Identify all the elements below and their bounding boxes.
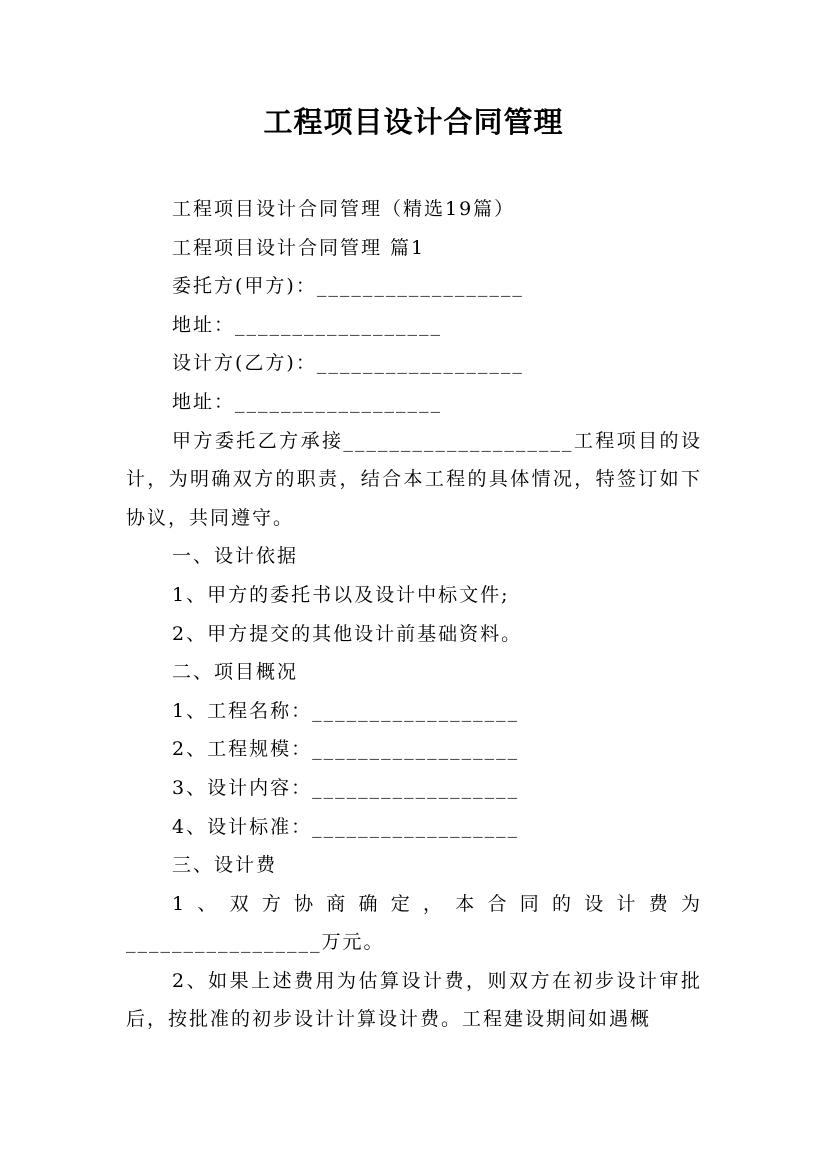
intro-paragraph: 甲方委托乙方承接____________________工程项目的设计，为明确双方的职责，结合本工程的具体情况，特签订如下协议，共同遵守。	[126, 429, 702, 529]
section-heading: 工程项目设计合同管理 篇1	[172, 236, 426, 259]
fee-adjust-paragraph: 2、如果上述费用为估算设计费，则双方在初步设计审批后，按批准的初步设计计算设计费。工程建设期间如遇概	[126, 969, 702, 1031]
clause-heading-fee: 三、设计费	[172, 854, 278, 877]
document-title: 工程项目设计合同管理	[263, 105, 564, 139]
document-body	[126, 190, 702, 1039]
client-field: 委托方(甲方)：__________________	[172, 275, 524, 298]
design-content-field: 3、设计内容：__________________	[172, 776, 520, 799]
fee-paragraph: 1、双方协商确定，本合同的设计费为_________________万元。	[126, 892, 702, 954]
clause-item: 1、甲方的委托书以及设计中标文件;	[172, 583, 510, 606]
clause-item: 2、甲方提交的其他设计前基础资料。	[172, 622, 523, 645]
designer-address-field: 地址：__________________	[172, 390, 443, 413]
client-address-field: 地址：__________________	[172, 313, 443, 336]
project-scale-field: 2、工程规模：__________________	[172, 738, 520, 761]
design-standard-field: 4、设计标准：__________________	[172, 815, 520, 838]
clause-heading-overview: 二、项目概况	[172, 661, 299, 684]
subtitle-line: 工程项目设计合同管理（精选19篇）	[172, 198, 516, 220]
project-name-field: 1、工程名称：__________________	[172, 699, 520, 722]
clause-heading-basis: 一、设计依据	[172, 545, 299, 568]
designer-field: 设计方(乙方)：__________________	[172, 352, 524, 375]
